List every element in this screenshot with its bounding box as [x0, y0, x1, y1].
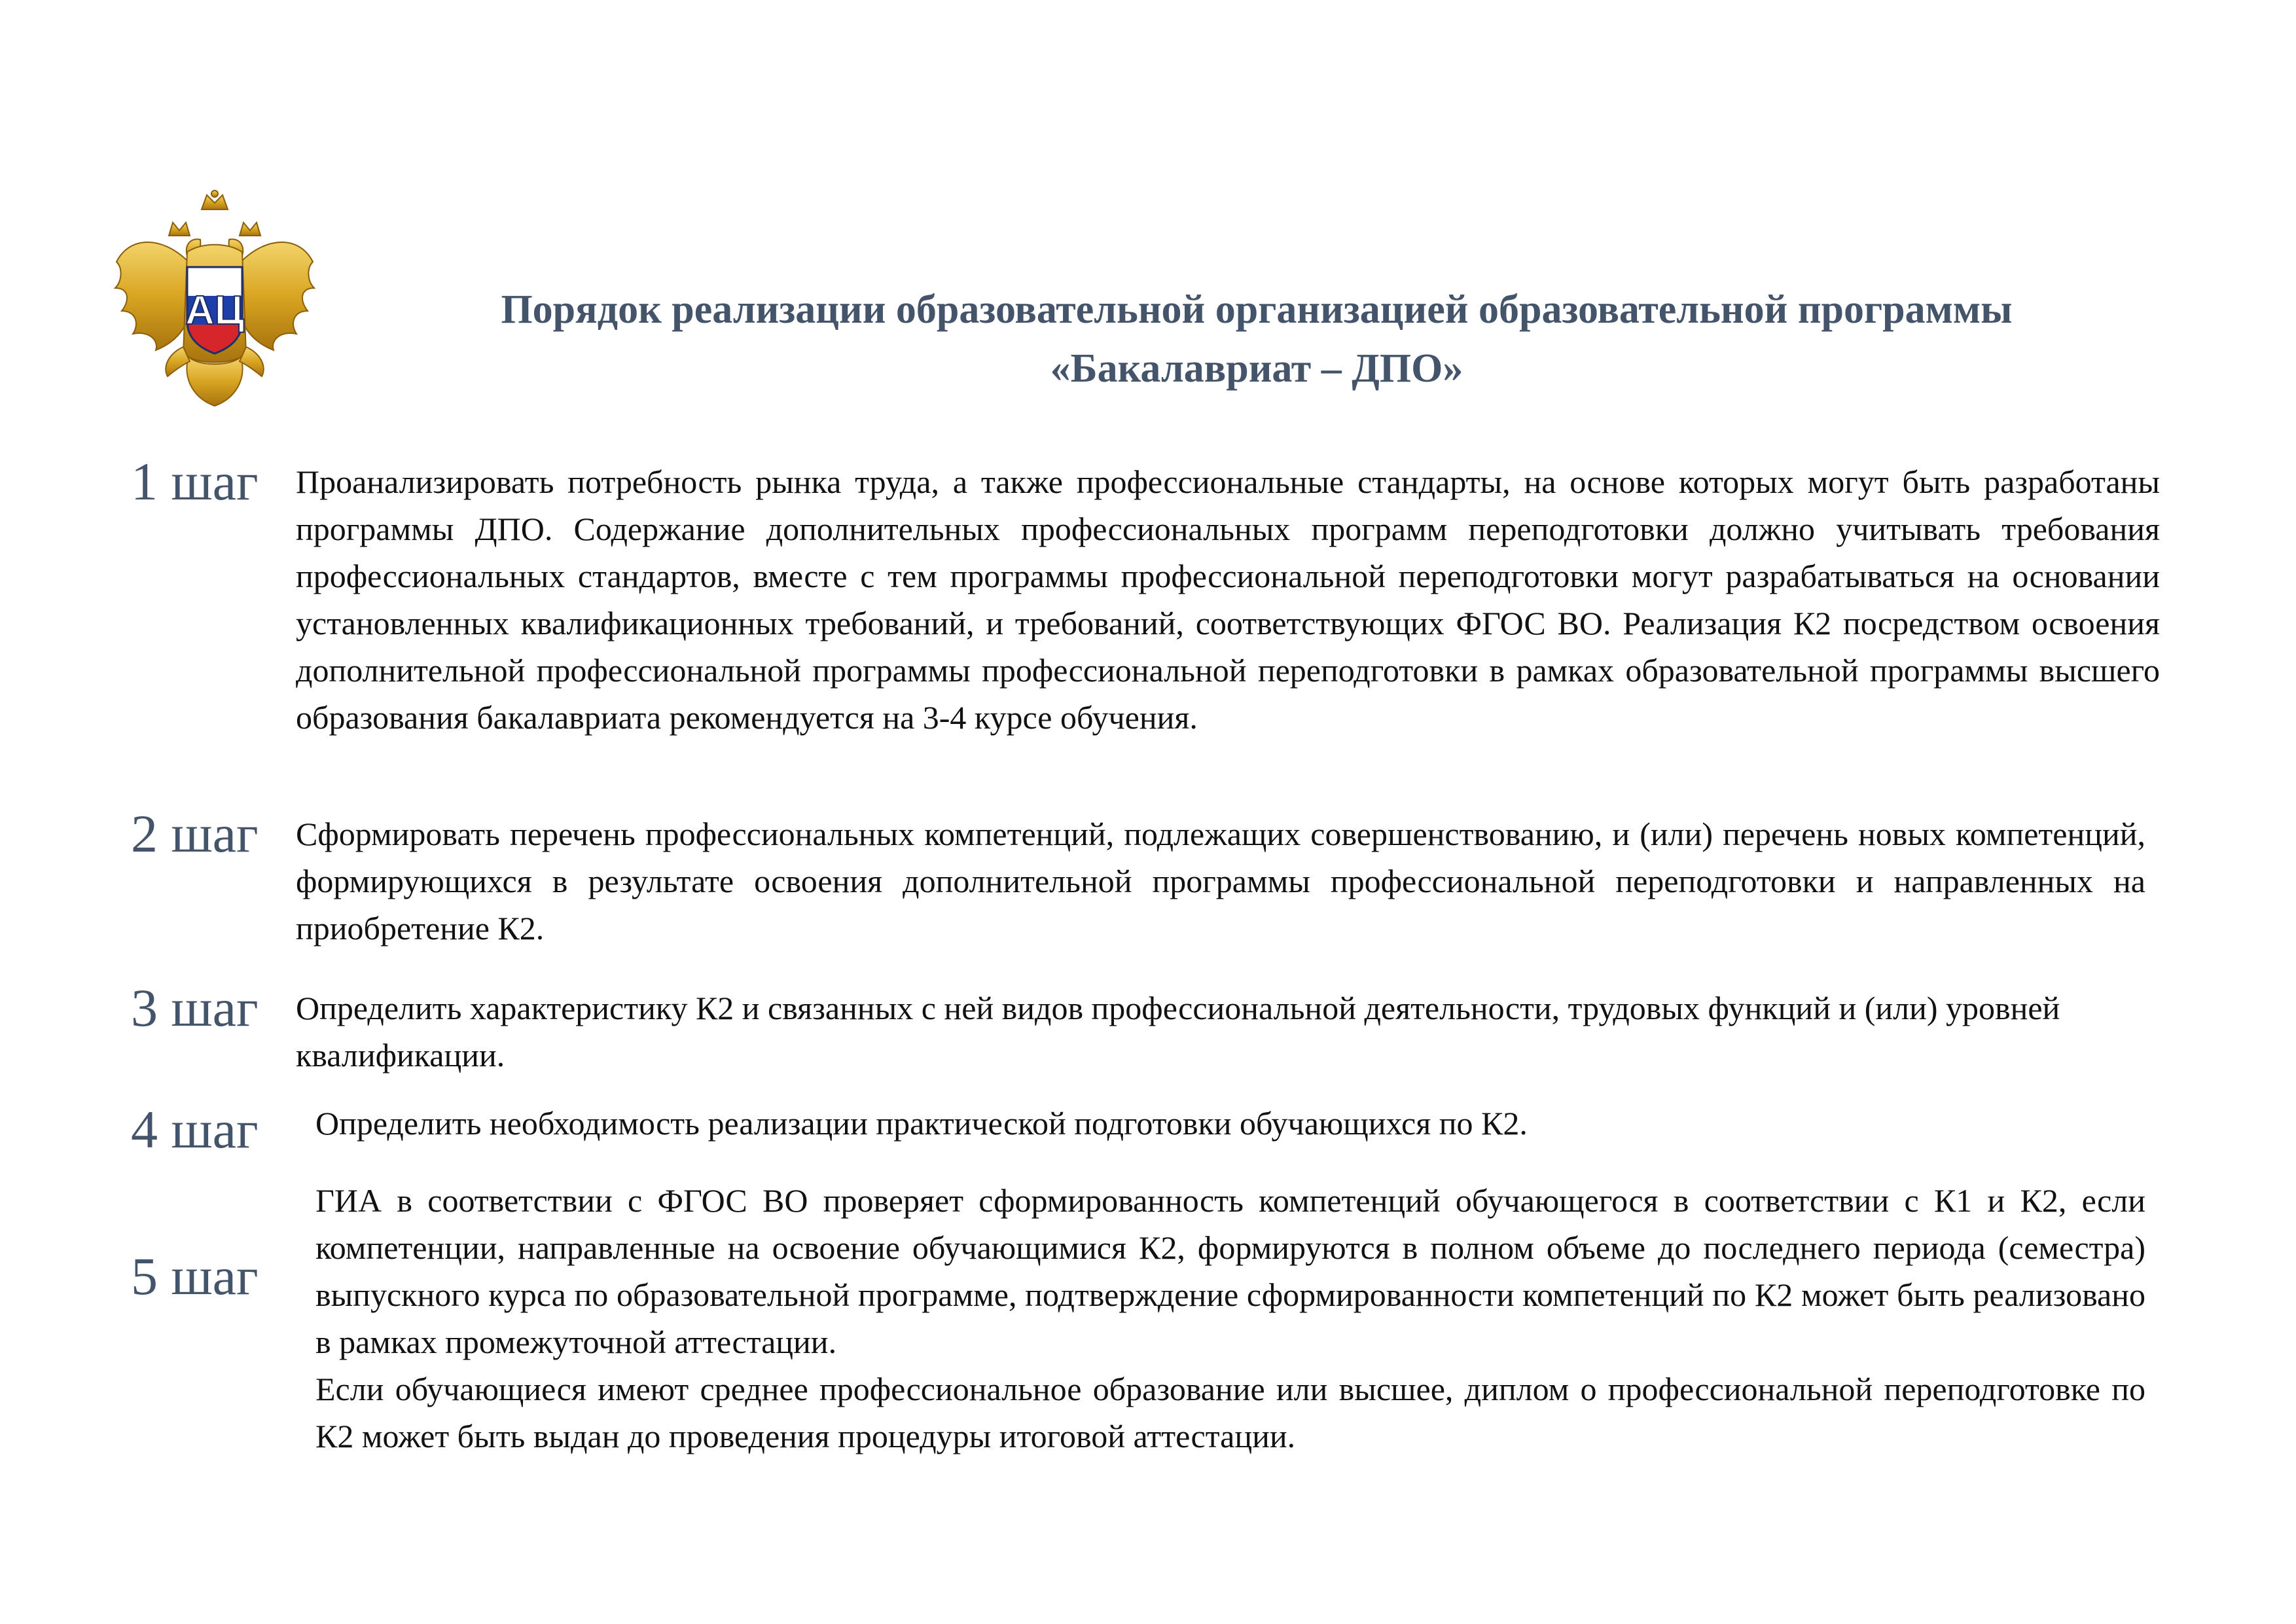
page-title [288, 280, 2225, 398]
step-1-text [296, 458, 2160, 741]
step-4-text [315, 1100, 2145, 1147]
step-2-paragraph: Сформировать перечень профессиональных компетенций, подлежащих совершенствованию, и (или) перечень новых компетенций, формирующихся в результате освоения дополнительной программы профессиональной переподготовки и направленных на приобретение К2. [296, 816, 2145, 947]
step-3-text [296, 984, 2145, 1079]
step-5-paragraph-1: ГИА в соответствии с ФГОС ВО проверяет сформированность компетенций обучающегося в соответствии с К1 и К2, если компетенции, направленные на освоение обучающимися К2, формируются в полном объеме до последнего периода (семестра) выпускного курса по образовательной программе, подтверждение сформированности компетенций по К2 может быть реализовано в рамках промежуточной аттестации. [315, 1182, 2145, 1360]
step-5-text [315, 1177, 2145, 1460]
step-4-label: 4 шаг [131, 1100, 259, 1159]
step-3-label: 3 шаг [131, 978, 259, 1038]
title-line-1: Порядок реализации образовательной организацией образовательной программы [501, 287, 2013, 332]
step-1-paragraph: Проанализировать потребность рынка труда, а также профессиональные стандарты, на основе которых могут быть разработаны программы ДПО. Содержание дополнительных профессиональных программ переподготовки должно учитывать требования профессиональных стандартов, вместе с тем программы профессиональной переподготовки могут разрабатываться на основании установленных квалификационных требований, и требований, соответствующих ФГОС ВО. Реализация К2 посредством освоения дополнительной профессиональной программы профессиональной переподготовки в рамках образовательной программы высшего образования бакалавриата рекомендуется на 3-4 курсе обучения. [296, 463, 2160, 736]
step-5-paragraph-2: Если обучающиеся имеют среднее профессиональное образование или высшее, диплом о профессиональной переподготовке по К2 может быть выдан до проведения процедуры итоговой аттестации. [315, 1371, 2145, 1454]
step-2-label: 2 шаг [131, 804, 259, 863]
step-2-text [296, 810, 2145, 952]
step-4-paragraph: Определить необходимость реализации практической подготовки обучающихся по К2. [315, 1105, 1528, 1142]
title-line-2: «Бакалавриат – ДПО» [1050, 346, 1463, 391]
step-3-paragraph: Определить характеристику К2 и связанных с ней видов профессиональной деятельности, трудовых функций и (или) уровней квалификации. [296, 990, 2060, 1074]
svg-text:АЦ: АЦ [185, 288, 245, 333]
step-5-label: 5 шаг [131, 1246, 259, 1306]
step-1-label: 1 шаг [131, 452, 259, 511]
